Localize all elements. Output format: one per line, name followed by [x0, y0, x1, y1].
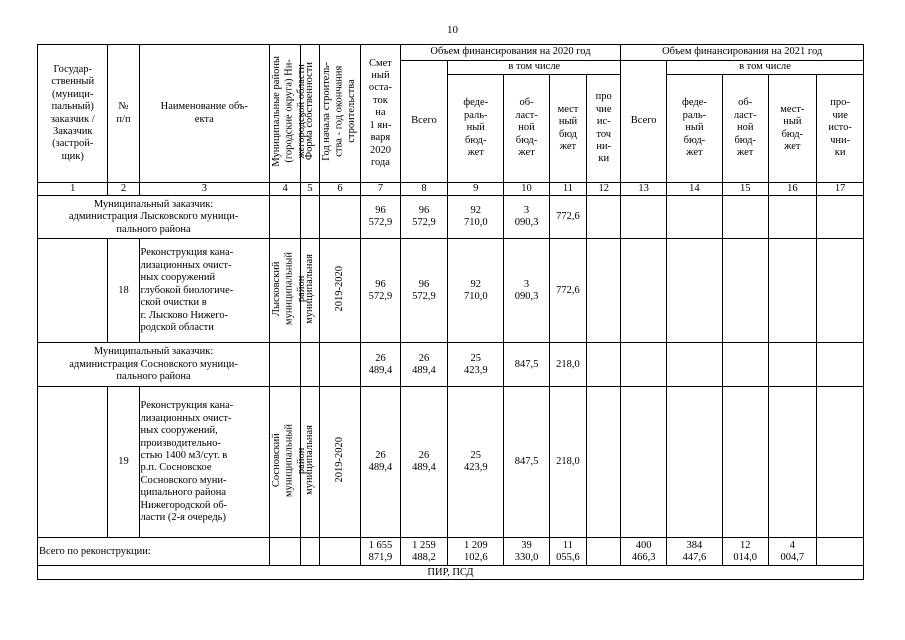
col-num: 9 — [448, 183, 504, 196]
cell-total-2020: 26 489,4 — [400, 343, 448, 387]
customer-row-sosnovskoe — [38, 343, 864, 387]
cell-loc-2020: 772,6 — [549, 196, 586, 239]
cell-reg-2020: 3 090,3 — [504, 196, 550, 239]
cell-fed-2020: 25 423,9 — [448, 343, 504, 387]
object-num: 18 — [108, 239, 139, 343]
header-years: Год начала строитель- ства - год окончания строительства — [319, 45, 360, 183]
customer-row-lyskovo — [38, 196, 864, 239]
col-num: 10 — [504, 183, 550, 196]
col-num: 4 — [270, 183, 301, 196]
header-total-2021: Всего — [621, 61, 667, 183]
cell-loc-2020: 772,6 — [549, 239, 586, 343]
cell-reg-2020: 3 090,3 — [504, 239, 550, 343]
cell-balance: 96 572,9 — [361, 196, 400, 239]
cell-balance: 1 655 871,9 — [361, 538, 400, 566]
object-years: 2019-2020 — [319, 387, 360, 538]
header-loc-2021: мест- ный бюд- жет — [768, 75, 817, 183]
page-number: 10 — [447, 24, 458, 36]
cell-reg-2020: 847,5 — [504, 343, 550, 387]
header-reg-2021: об- ласт- ной бюд- жет — [722, 75, 768, 183]
header-incl-2020: в том числе — [448, 61, 621, 75]
header-balance: Смет ный оста- ток на 1 ян- варя 2020 года — [361, 45, 400, 183]
col-num: 15 — [722, 183, 768, 196]
header-fin-2021: Объем финансирования на 2021 год — [621, 45, 864, 61]
column-number-row — [38, 183, 864, 196]
header-district: Муниципальные районы (городские округа) Ни- жегородской области — [270, 45, 301, 183]
header-reg-2020: об- ласт- ной бюд- жет — [504, 75, 550, 183]
col-num: 17 — [817, 183, 864, 196]
header-fed-2020: феде- раль- ный бюд- жет — [448, 75, 504, 183]
object-row-18 — [38, 239, 864, 343]
cell-reg-2020: 847,5 — [504, 387, 550, 538]
object-district: Лысковский муниципальный район — [270, 239, 301, 343]
col-num: 2 — [108, 183, 139, 196]
cell-total-2020: 96 572,9 — [400, 239, 448, 343]
col-num: 13 — [621, 183, 667, 196]
header-ownership: Форма собственности — [301, 45, 320, 183]
object-num: 19 — [108, 387, 139, 538]
header-total-2020: Всего — [400, 61, 448, 183]
object-name: Реконструкция кана- лизационных очист- ных сооружений, производительно- стью 1400 м3/сут. в р.п. Сосновское Сосновского муни- ципального района Нижегородской об- ласти (2-я очередь) — [139, 387, 270, 538]
customer-label: Муниципальный заказчик: администрация Лысковского муници- пального района — [38, 196, 270, 239]
cell-loc-2020: 11 055,6 — [549, 538, 586, 566]
section-title: ПИР, ПСД — [38, 566, 864, 580]
section-row — [38, 566, 864, 580]
cell-fed-2021: 384 447,6 — [666, 538, 722, 566]
cell-fed-2020: 92 710,0 — [448, 239, 504, 343]
col-num: 5 — [301, 183, 320, 196]
financing-table — [37, 44, 864, 580]
cell-reg-2021: 12 014,0 — [722, 538, 768, 566]
object-row-19 — [38, 387, 864, 538]
col-num: 11 — [549, 183, 586, 196]
col-num: 16 — [768, 183, 817, 196]
cell-reg-2020: 39 330,0 — [504, 538, 550, 566]
total-label: Всего по реконструкции: — [38, 538, 270, 566]
col-num: 8 — [400, 183, 448, 196]
cell-total-2020: 1 259 488,2 — [400, 538, 448, 566]
cell-balance: 96 572,9 — [361, 239, 400, 343]
object-ownership: муниципальная — [301, 387, 320, 538]
col-num: 7 — [361, 183, 400, 196]
cell-loc-2021: 4 004,7 — [768, 538, 817, 566]
col-num: 3 — [139, 183, 270, 196]
total-row — [38, 538, 864, 566]
col-num: 1 — [38, 183, 108, 196]
cell-fed-2020: 1 209 102,6 — [448, 538, 504, 566]
object-ownership: муниципальная — [301, 239, 320, 343]
object-years: 2019-2020 — [319, 239, 360, 343]
cell-total-2020: 96 572,9 — [400, 196, 448, 239]
col-num: 6 — [319, 183, 360, 196]
header-num: № п/п — [108, 45, 139, 183]
header-fin-2020: Объем финансирования на 2020 год — [400, 45, 621, 61]
col-num: 14 — [666, 183, 722, 196]
header-loc-2020: мест ный бюд жет — [549, 75, 586, 183]
cell-total-2021: 400 466,3 — [621, 538, 667, 566]
cell-fed-2020: 25 423,9 — [448, 387, 504, 538]
object-district: Сосновский муниципальный район — [270, 387, 301, 538]
header-object-name: Наименование объ- екта — [139, 45, 270, 183]
cell-balance: 26 489,4 — [361, 343, 400, 387]
header-fed-2021: феде- раль- ный бюд- жет — [666, 75, 722, 183]
header-other-2021: про- чие исто- чни- ки — [817, 75, 864, 183]
header-other-2020: про чие ис- точ ни- ки — [587, 75, 621, 183]
cell-fed-2020: 92 710,0 — [448, 196, 504, 239]
header-incl-2021: в том числе — [666, 61, 863, 75]
object-name: Реконструкция кана- лизационных очист- ных сооружений глубокой биологиче- ской очистки в г. Лысково Нижего- родской области — [139, 239, 270, 343]
header-customer: Государ- ственный (муници- пальный) заказчик / Заказчик (застрой- щик) — [38, 45, 108, 183]
cell-loc-2020: 218,0 — [549, 343, 586, 387]
cell-total-2020: 26 489,4 — [400, 387, 448, 538]
customer-label: Муниципальный заказчик: администрация Сосновского муници- пального района — [38, 343, 270, 387]
col-num: 12 — [587, 183, 621, 196]
cell-balance: 26 489,4 — [361, 387, 400, 538]
cell-loc-2020: 218,0 — [549, 387, 586, 538]
